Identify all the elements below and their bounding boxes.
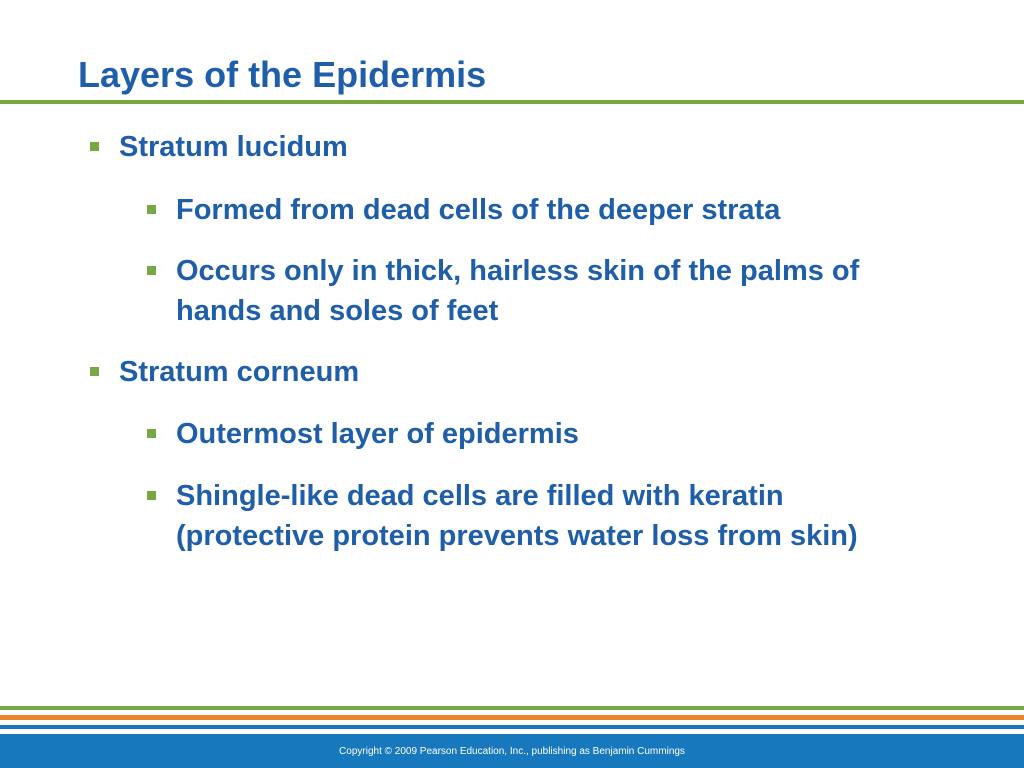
bullet-text: Stratum lucidum xyxy=(119,131,348,163)
footer-stripe-blue xyxy=(0,725,1024,729)
footer-stripes xyxy=(0,706,1024,734)
square-bullet-icon xyxy=(147,491,156,500)
square-bullet-icon xyxy=(90,142,99,151)
square-bullet-icon xyxy=(147,429,156,438)
footer-stripe-orange xyxy=(0,715,1024,720)
square-bullet-icon xyxy=(147,205,156,214)
bullet-text: Occurs only in thick, hairless skin of the palms of hands and soles of feet xyxy=(176,255,860,327)
bullet-text: Formed from dead cells of the deeper strata xyxy=(176,194,781,226)
bullet-text: Shingle-like dead cells are filled with keratin (protective protein prevents water loss from skin) xyxy=(176,480,858,552)
bullet-text: Stratum corneum xyxy=(119,356,360,388)
footer-stripe-green xyxy=(0,706,1024,710)
bullet-item xyxy=(176,190,906,230)
bullet-item xyxy=(176,414,906,454)
bullet-item xyxy=(176,251,866,331)
square-bullet-icon xyxy=(90,367,99,376)
copyright-text: Copyright © 2009 Pearson Education, Inc., publishing as Benjamin Cummings xyxy=(339,746,685,757)
bullet-item xyxy=(176,476,916,556)
bullet-item xyxy=(119,127,999,167)
square-bullet-icon xyxy=(147,266,156,275)
bullet-text: Outermost layer of epidermis xyxy=(176,418,579,450)
bullet-item xyxy=(119,352,999,392)
slide-title: Layers of the Epidermis xyxy=(78,54,487,95)
